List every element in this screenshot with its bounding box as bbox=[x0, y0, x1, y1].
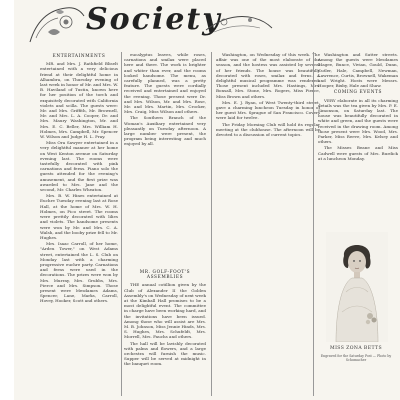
article-paragraph: VERY elaborate in all its charming details was the tea given by Mrs. P. E. Simonson, on Saturday last. The house was beautifully decorated in white and green, and the guests were received in the drawing room. Among those present were Mrs. Wood, Mrs. Parker, Miss Reeve, Mrs. Kelsey and others. bbox=[318, 97, 398, 145]
article-paragraph: The Friday Morning Club will hold its regular meeting at the clubhouse. The afternoon will be devoted to a discussion of current topics. bbox=[216, 121, 320, 138]
section-heading-assemblies: MR. GOLF-FOOT'S ASSEMBLIES bbox=[139, 270, 191, 281]
article-paragraph: Mrs. B. W. Hines entertained at Euchre Tuesday evening last at Rose Hall, at the home of Mrs. W. H. Holmes, on Pico street. The rooms were prettily decorated with lilies and violets. The handsome presents were won by Mr. and Mrs. C. A. Walsh, and the booby prize fell to Mr. Hughes. bbox=[40, 193, 118, 240]
page-margin bbox=[0, 0, 14, 400]
portrait-credit: Engraved for the Saturday Post — Photo by Schumacher bbox=[320, 354, 392, 362]
column-2-lower bbox=[124, 268, 206, 396]
portrait-photo bbox=[326, 232, 388, 342]
masthead bbox=[26, 2, 276, 48]
article-paragraph: Washington and Sutter streets. Among the guests were Mesdames Magee, Bunce, Vivian, Gould, Dunn, Cutler, Hale, Campbell, Newman, Lawrence, Curtis, Brownell, Wakeman and Wright. Hosts were Messrs. Hooper, Bixby, Hale and Shaw. bbox=[318, 52, 398, 89]
column-4 bbox=[318, 52, 398, 228]
article-paragraph: The Southern Branch of the Woman's Auxiliary entertained very pleasantly on Tuesday afternoon. A large number were present, the program being interesting and much enjoyed by all. bbox=[124, 115, 206, 147]
column-2 bbox=[124, 52, 206, 222]
column-3 bbox=[216, 52, 320, 202]
column-rule bbox=[313, 52, 314, 396]
article-paragraph: The Misses Beane and Miss Cadwell were guests of Mrs. Burdick at a luncheon Monday. bbox=[318, 145, 398, 161]
column-1 bbox=[40, 52, 118, 396]
column-rule bbox=[121, 52, 122, 396]
column-rule bbox=[211, 52, 212, 396]
section-heading-entertainments: ENTERTAINMENTS bbox=[52, 54, 106, 59]
article-paragraph: eucalyptus leaves, while roses, carnations and smilax were placed here and there. The work is brighter and whiter than ever, and the rooms looked handsome. The menu, as carefully planned, was a pretty feature. The guests were cordially received and entertained and enjoyed the evening. Those present were Dr. and Mrs. Wilson, Mr. and Mrs. Rose, Mr. and Mrs. Martin, Mrs. Crocker, Mrs. Craig, Miss Wilson and others. bbox=[124, 52, 206, 115]
article-paragraph: THE annual cotillion given by the Club of Alexander II the Golden Assembly's on Wednesday of next week at the Kimball Hall promises to be a most delightful event. The committee in charge have been working hard, and the invitations have been issued. Among those who will assist are Mrs. M. B. Johnson, Miss Jennie Hinds, Mrs. S. Hughes, Mrs. Schufeldt, Mrs. Morrell, Mrs. Fauchs and others. bbox=[124, 282, 206, 340]
article-paragraph: Washington, on Wednesday of this week. The affair was one of the most elaborate of the season, and the hostess was assisted by several of her friends. The house was beautifully decorated with roses, smilax and ferns. A delightful musical programme was rendered. Those present included Mrs. Hastings, Mrs. Bonsall, Mrs. Stone, Mrs. Rogers, Miss Pierce, Miss Brown and others. bbox=[216, 52, 320, 99]
section-heading-coming-events: COMING EVENTS bbox=[333, 90, 383, 96]
article-paragraph: Mrs. E. J. Ryan, of West Twenty-third street, gave a charming luncheon Tuesday in honor of her guest Mrs. Sprague of San Francisco. Covers were laid for twelve. bbox=[216, 99, 320, 121]
article-paragraph: MR. and Mrs. J. Rathfield Bliselt entertained with a very delicious friend at their delightful home in Alhambra, on Thursday evening of last week in honor of Mr. and Mrs. W. B. Haviland of Tustin, known here for her position of the torch and exquisitely decorated with California violets and scilla. The guests were: Mr. and Mrs. Griffith, Mr. Brownell, Mr. and Mrs. L. A. Cooper, Dr. and Mrs. Maury Washington, Mr. and Mrs. E. C. Beller, Mrs. William H. Holmes, Mrs. Campbell, Mr. Spencer W. Wilson and Judge H. L. Pray. bbox=[40, 61, 118, 140]
masthead-ornament-left bbox=[26, 2, 86, 46]
article-paragraph: Miss Ora Sawyer entertained in a very delightful manner at her home on West Kenton avenue on Saturday evening last. The rooms were tastefully decorated with pink carnations and ferns. Piano solo the guests attended for the evening's amusement, and the first prize was awarded to Mrs. Jane and the second, Mr. Charles Wheaton. bbox=[40, 140, 118, 193]
portrait-caption: MISS ZONA BETTS bbox=[329, 346, 383, 351]
masthead-title: Society bbox=[86, 2, 222, 37]
portrait-block bbox=[316, 232, 396, 382]
masthead-ornament-right bbox=[204, 8, 274, 38]
article-paragraph: The hall will be lavishly decorated with palms and flowers, and a large orchestra will furnish the music. Supper will be served at midnight in the banquet room. bbox=[124, 340, 206, 367]
article-paragraph: Mrs. Isaac Carroll, of her home, "Ardeu Tower," on West Adams street, entertained the L. S. Club on Monday last with a charming progressive euchre party. Carnations and ferns were used in the decorations. The prizes were won by Mrs. Murray, Mrs. Grubbs, Mrs. Pierce and Mrs. Simpson. Those present were Mesdames Adams, Spencer, Lane, Marks, Carroll, Hovey, Hooker, Scott and others. bbox=[40, 241, 118, 304]
